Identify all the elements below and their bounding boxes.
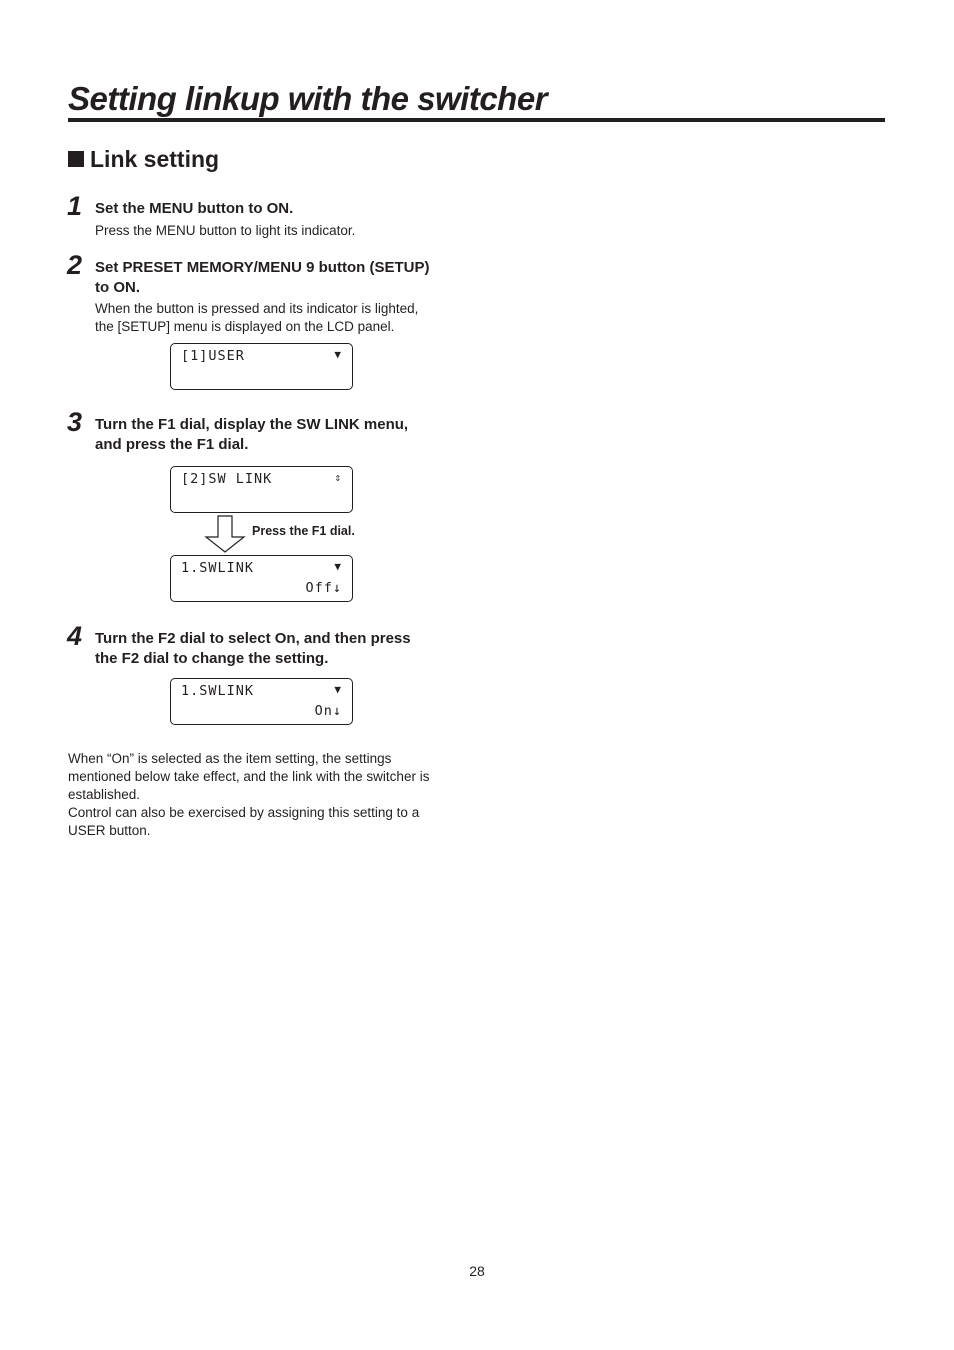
paragraph-line-3: established.: [68, 787, 141, 802]
down-arrow-icon: [203, 515, 247, 555]
step-3-heading-line1: Turn the F1 dial, display the SW LINK menu,: [95, 416, 409, 433]
step-3-heading-line2: and press the F1 dial.: [95, 435, 249, 453]
square-bullet-icon: [68, 151, 84, 167]
down-triangle-icon: ▼: [334, 560, 342, 573]
lcd-line-1: [2]SW LINK: [181, 471, 273, 487]
lcd-line-1: [1]USER: [181, 348, 245, 364]
section-heading: [68, 146, 219, 173]
step-4-heading: [95, 629, 411, 668]
up-down-arrow-icon: ⇕: [334, 471, 342, 484]
lcd-line-2: On↓: [314, 703, 342, 719]
step-number-3: 3: [67, 407, 83, 437]
lcd-panel-swlink-on: [170, 678, 353, 725]
step-1-heading: Set the MENU button to ON.: [95, 200, 294, 217]
page-number: 28: [469, 1263, 485, 1279]
step-2-heading: [95, 258, 429, 297]
paragraph-line-1: When “On” is selected as the item setting, the settings: [68, 751, 392, 766]
explanation-paragraph: [68, 750, 468, 840]
paragraph-line-2: mentioned below take effect, and the link with the switcher is: [68, 769, 430, 784]
step-2-heading-line2: to ON.: [95, 278, 140, 296]
paragraph-line-5: USER button.: [68, 823, 151, 838]
lcd-panel-user: [170, 343, 353, 390]
step-4-heading-line2: the F2 dial to change the setting.: [95, 649, 329, 667]
lcd-panel-swlink-menu: [170, 466, 353, 513]
step-2-body-line2: the [SETUP] menu is displayed on the LCD panel.: [95, 319, 395, 334]
down-triangle-icon: ▼: [334, 348, 342, 361]
step-number-4: 4: [67, 621, 83, 651]
section-heading-text: Link setting: [90, 146, 220, 172]
step-2-body: [95, 300, 418, 336]
paragraph-line-4: Control can also be exercised by assigning this setting to a: [68, 805, 420, 820]
step-2-body-line1: When the button is pressed and its indicator is lighted,: [95, 301, 419, 316]
lcd-line-2: Off↓: [305, 580, 342, 596]
step-number-2: 2: [67, 250, 83, 280]
page-title: Setting linkup with the switcher: [68, 80, 548, 117]
step-number-1: 1: [67, 191, 83, 221]
title-rule: [68, 118, 885, 122]
step-2-heading-line1: Set PRESET MEMORY/MENU 9 button (SETUP): [95, 259, 430, 276]
press-f1-label: Press the F1 dial.: [252, 524, 355, 538]
lcd-panel-swlink-off: [170, 555, 353, 602]
step-3-heading: [95, 415, 408, 454]
step-4-heading-line1: Turn the F2 dial to select On, and then press: [95, 630, 411, 647]
lcd-line-1: 1.SWLINK: [181, 683, 255, 699]
lcd-line-1: 1.SWLINK: [181, 560, 255, 576]
down-triangle-icon: ▼: [334, 683, 342, 696]
step-1-body: Press the MENU button to light its indicator.: [95, 223, 356, 238]
